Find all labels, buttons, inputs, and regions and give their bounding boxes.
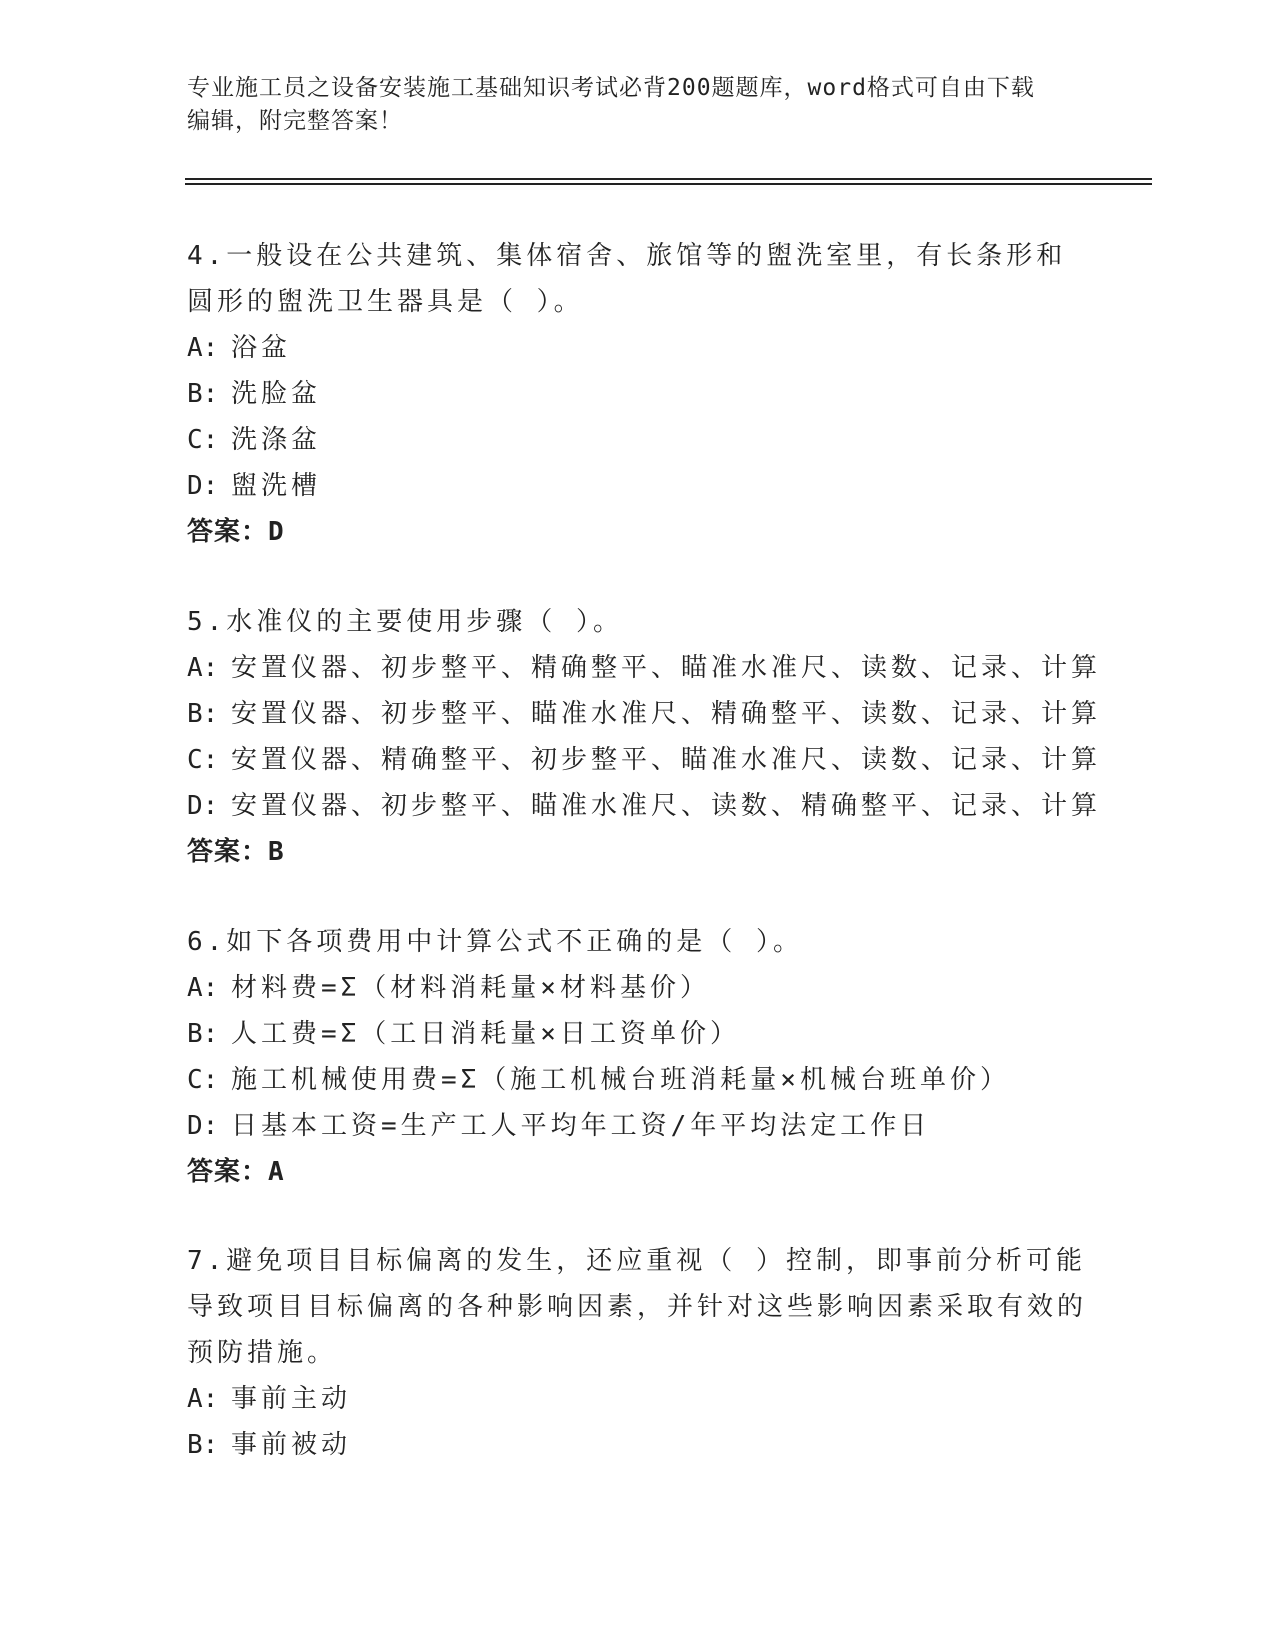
option-key: B: — [187, 1019, 219, 1049]
option-b — [187, 691, 1102, 737]
option-d — [187, 1103, 1087, 1149]
option-key: B: — [187, 699, 219, 729]
question-6 — [187, 919, 1087, 1195]
option-c — [187, 417, 1087, 463]
question-7 — [187, 1238, 1087, 1468]
document-header — [187, 72, 1087, 138]
option-d — [187, 783, 1102, 829]
option-text: 安置仪器、初步整平、精确整平、瞄准水准尺、读数、记录、计算 — [231, 653, 1102, 683]
option-d — [187, 463, 1087, 509]
option-c — [187, 1057, 1087, 1103]
question-4 — [187, 233, 1087, 555]
option-a — [187, 645, 1102, 691]
option-key: A: — [187, 973, 219, 1003]
option-key: C: — [187, 1065, 219, 1095]
option-text: 施工机械使用费=Σ（施工机械台班消耗量×机械台班单价） — [231, 1065, 1010, 1095]
option-text: 日基本工资=生产工人平均年工资/年平均法定工作日 — [231, 1111, 931, 1141]
option-text: 洗涤盆 — [231, 425, 322, 455]
option-a — [187, 965, 1087, 1011]
option-key: B: — [187, 379, 219, 409]
option-a — [187, 1376, 1087, 1422]
question-stem: 6.如下各项费用中计算公式不正确的是（ ）。 — [187, 927, 803, 957]
option-key: D: — [187, 471, 219, 501]
option-text: 安置仪器、精确整平、初步整平、瞄准水准尺、读数、记录、计算 — [231, 745, 1102, 775]
question-stem: 7.避免项目目标偏离的发生，还应重视（ ）控制，即事前分析可能导致项目目标偏离的各种影响因素，并针对这些影响因素采取有效的预防措施。 — [187, 1246, 1088, 1368]
header-line-1: 专业施工员之设备安装施工基础知识考试必背200题题库，word格式可自由下载 — [187, 75, 1035, 101]
header-divider-bottom — [185, 183, 1152, 185]
option-b — [187, 371, 1087, 417]
answer-line: 答案：A — [187, 1157, 285, 1187]
option-key: D: — [187, 1111, 219, 1141]
header-line-2: 编辑，附完整答案！ — [187, 108, 403, 134]
option-text: 事前被动 — [231, 1430, 352, 1460]
option-text: 浴盆 — [231, 333, 292, 363]
option-text: 安置仪器、初步整平、瞄准水准尺、读数、精确整平、记录、计算 — [231, 791, 1102, 821]
answer-line: 答案：D — [187, 517, 285, 547]
option-key: B: — [187, 1430, 219, 1460]
option-key: C: — [187, 425, 219, 455]
header-divider-top — [185, 178, 1152, 180]
question-5 — [187, 599, 1102, 875]
option-a — [187, 325, 1087, 371]
question-stem: 4.一般设在公共建筑、集体宿舍、旅馆等的盥洗室里，有长条形和圆形的盥洗卫生器具是（ ）。 — [187, 241, 1067, 317]
option-text: 人工费=Σ（工日消耗量×日工资单价） — [231, 1019, 740, 1049]
option-text: 事前主动 — [231, 1384, 352, 1414]
option-c — [187, 737, 1102, 783]
option-key: C: — [187, 745, 219, 775]
option-text: 洗脸盆 — [231, 379, 322, 409]
option-key: A: — [187, 333, 219, 363]
question-stem: 5.水准仪的主要使用步骤（ ）。 — [187, 607, 623, 637]
option-b — [187, 1422, 1087, 1468]
option-b — [187, 1011, 1087, 1057]
option-text: 安置仪器、初步整平、瞄准水准尺、精确整平、读数、记录、计算 — [231, 699, 1102, 729]
option-text: 盥洗槽 — [231, 471, 322, 501]
answer-line: 答案：B — [187, 837, 285, 867]
option-key: D: — [187, 791, 219, 821]
option-text: 材料费=Σ（材料消耗量×材料基价） — [231, 973, 710, 1003]
option-key: A: — [187, 1384, 219, 1414]
option-key: A: — [187, 653, 219, 683]
